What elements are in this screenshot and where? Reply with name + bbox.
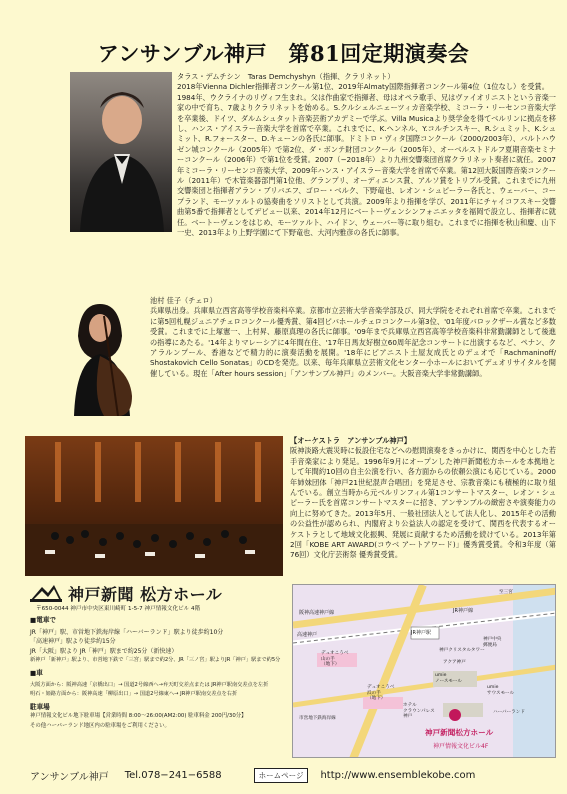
train-heading: ■電車で <box>30 616 57 624</box>
map-label-jr-line: JR神戸線 <box>453 608 473 614</box>
orchestra-bio: 阪神淡路大震災時に仮設住宅などへの慰問演奏をきっかけに、関西を中心とした若手音楽家により発足。1996年9月にオープンした神戸新聞松方ホールを本拠地として年間約10回の自主公演を行い、各方面からの依頼公演にも応じている。2000年姉妹団体「神戸21世紀混声合唱団」を発足させ、宗教音楽にも積極的に取り組んでいる。創立当時から元ベルリンフィル第1コンサートマスター、レオン・シュピーラー氏を首席コンサートマスターに招き、アンサンブルの緻密さや演奏能力の向上に努めてきた。2013年5月、一般社団法人として法人化し、2015年その活動の公益性が認められ、内閣府より公益法人の認定を受けて、関西を代表するオーケストラとして地域文化振興、発展に貢献するため活動を続けている。2013年第2回「KOBE ART AWARD(コウベ アートアワード)」優秀賞受賞。令和3年度（第76回）文化庁芸術祭 優秀賞受賞。 <box>290 446 556 560</box>
map-label-m7: 神戸クリスタルタワー <box>439 648 485 653</box>
map-label-kosoku: 高速神戸 <box>297 632 318 638</box>
access-map <box>292 584 556 758</box>
car-line-1: 大阪方面から：阪神高速「京橋出口」→ 国道2号線西へ→弁天町交差点または JR神戸駅南交差点を左折 <box>30 681 269 688</box>
homepage-label[interactable]: ホームページ <box>254 768 309 783</box>
train-line-2: 「高速神戸」駅より徒歩約15分 <box>30 638 116 646</box>
hall-logo <box>28 582 278 604</box>
map-label-harborland: ハーバーランド <box>493 710 525 715</box>
map-label-m6: umie サウスモール <box>487 685 515 696</box>
map-label-hall-bldg: 神戸情報文化ビル4F <box>433 743 489 750</box>
cellist-photo <box>60 296 142 416</box>
map-label-m4: アクア神戸 <box>443 660 466 665</box>
map-label-m5: umie ノースモール <box>435 673 462 684</box>
map-label-hall-name: 神戸新聞松方ホール <box>425 728 494 737</box>
parking-line-1: 神戸情報文化ビル地下駐車場【営業時間 8:00〜26:00(AM2:00) 駐車料金 200円/30分】 <box>30 713 247 720</box>
parking-line-2: その他ハーバーランド地区内の駐車場をご利用ください。 <box>30 722 170 729</box>
cellist-bio: 兵庫県出身。兵庫県立西宮高等学校音楽科卒業。京都市立芸術大学音楽学部及び、同大学院をそれぞれ首席で卒業。これまでに第5回札幌ジュニアチェロコンクール優秀賞、第4回ビバホールチェロコンクール第3位、'01年度バロックザール賞など多数受賞。これまでに上塚憲一、上村昇、藤原真理の各氏に師事。'09年まで兵庫県立西宮高等学校音楽科非常勤講師として後進の指導にあたる。'14年よりマレーシアに4年間在住、'17年日馬友好樹立60周年記念コンサートに出演するなど、ペナン、クアラルンプール、香港などで精力的に演奏活動を展開。'18年にピアニスト土屋友成氏とのデュオで「Rachmaninoff/ Shostakovich Cello Sonatas」のCDを発売。以来、毎年兵庫県立芸術文化センター小ホールにおいてデュオリサイタルを開催している。現在「After hours session」「アンサンブル神戸」のメンバー。大阪音楽大学非常勤講師。 <box>150 306 556 378</box>
parking-heading: 駐車場 <box>30 702 50 711</box>
map-label-hanshin: 阪神高速神戸線 <box>299 610 335 616</box>
map-label-m8: 神戸中央 郵便局 <box>483 637 502 648</box>
conductor-photo <box>70 72 172 232</box>
conductor-name: タラス・デムチシン Taras Demchyshyn（指揮、クラリネット） <box>177 72 395 81</box>
page-title: アンサンブル神戸 第81回定期演奏会 <box>97 41 470 66</box>
footer-tel: Tel.078−241−6588 <box>124 769 222 781</box>
map-label-m14: 市営地下鉄海岸線 <box>299 716 336 721</box>
hall-address: 〒650-0044 神戸市中央区東川崎町 1-5-7 神戸情報文化ビル 4階 <box>36 606 201 612</box>
footer-org: アンサンブル神戸 <box>30 771 109 783</box>
train-line-1: JR「神戸」駅、市営地下鉄海岸線「ハーバーランド」駅より徒歩約10分 <box>30 628 224 636</box>
map-label-station-n: 至三宮 <box>499 590 513 595</box>
train-line-3: JR「大阪」駅より JR「神戸」駅まで約25分（新快速） <box>30 647 178 655</box>
footer <box>30 764 550 786</box>
access-section <box>30 616 288 732</box>
car-line-2: 明石・姫路方面から：阪神高速「柳原出口」→ 国道2号線東へ→ JR神戸駅南交差点を右折 <box>30 691 238 698</box>
cellist-name: 池村 佳子（チェロ） <box>150 296 217 305</box>
orchestra-photo <box>25 436 283 576</box>
map-label-m1: デュオこうべ 山の手 （地下） <box>321 651 349 668</box>
train-line-4: 新神戸「新神戸」駅より、市営地下鉄で「三宮」駅まで約2分、JR「三ノ宮」駅よりJR「神戸」駅まで約5分 <box>30 657 281 664</box>
kobe-shimbun-logo-icon <box>28 583 64 603</box>
car-heading: ■車 <box>30 668 43 677</box>
map-label-kobe-station: JR神戸駅 <box>411 630 431 636</box>
homepage-url[interactable]: http://www.ensemblekobe.com <box>320 769 476 781</box>
map-label-m2: デュオこうべ 浜の手 （地下） <box>367 685 395 702</box>
map-label-m3: ホテル クラウンパレス 神戸 <box>403 703 435 720</box>
hall-logo-text: 神戸新聞 松方ホール <box>68 584 223 604</box>
conductor-bio: 2018年Vienna Dichler指揮者コンクール第1位、2019年Almaty国際指揮者コンクール第4位（1位なし）を受賞。 1984年、ウクライナのリヴィフ生まれ。父は作曲家で指揮者、母はオペラ歌手、兄はヴァイオリニストという音楽一家の中で育ち、7歳よりクラリネットを始める。S.クルシェルニェーツィカ音楽学校、ミコーラ・リーセンコ音楽大学を卒業後、ドイツ、ダルムシュタット音楽芸術アカデミーで学ぶ。Villa Musicaより奨学金を得てベルリンに拠点を移し、ハンス・アイスラー音楽大学を首席で卒業。これまでに、K.ヘンネル、Y.コルチンスキー、R.シュミット、K.シュミット、R.フォースター、D.キューンの各氏に師事。ドミトロ・ヴィタ国際コンクール（2000/2003年）、バルトハウゼン城コンクール（2005年）で第2位、ダ・ボンテ財団コンクール（2005年）、オーベルストドルフ夏期音楽セミナーコンクール（2006年）で第1位を受賞。2007（−2018年）より九州交響楽団首席クラリネット奏者に就任。2007年ミコーラ・リーセンコ音楽大学、2009年ハンス・アイスラー音楽大学を首席で卒業。第12回大阪国際音楽コンクール（2011年）で木管楽器部門第1位他、グランプリ、オーディエンス賞、アルソ賞をトリプル受賞。これまでに九州交響楽団と指揮者アラン・ブリバエフ、ゴロー・ベルク、下野竜也、レオン・シュピーラー各氏と、ウェーバー、コープランド、モーツァルトの協奏曲をソリストとして共演。2009年より指揮を学び、2011年にチャイコフスキー交響曲第5番で指揮者としてデビュー以来、2014年12月にベートーヴェンシンフォニエッタを福岡で設立し、指揮者に就任。ベートーヴェンをはじめ、モーツァルト、ハイドン、ウェーバー等に取り組む。これまでに指揮を秋山和慶、山下一史、2013年より上野学園にて下野竜也、大河内雅彦の各氏に師事。 <box>177 82 556 238</box>
orchestra-heading: 【オーケストラ アンサンブル神戸】 <box>290 436 411 445</box>
